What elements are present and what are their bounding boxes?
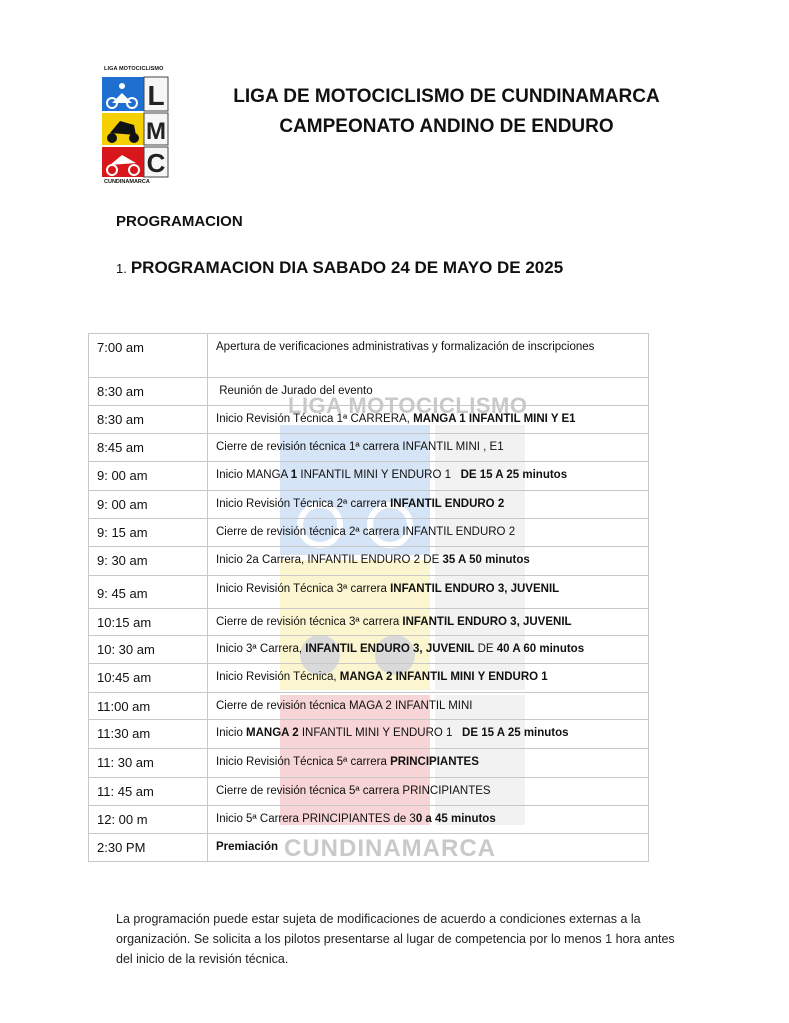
activity-text: Inicio Revisión Técnica 5ª carrera: [216, 756, 391, 768]
activity-text: Inicio Revisión Técnica 3ª carrera: [216, 583, 391, 595]
activity-text-bold: MANGA 1 INFANTIL MINI Y E1: [413, 413, 576, 425]
activity-text-bold: INFANTIL ENDURO 3, JUVENIL: [402, 616, 572, 628]
logo-top-text: LIGA MOTOCICLISMO: [104, 66, 164, 72]
schedule-row: [89, 778, 649, 806]
schedule-row: [89, 664, 649, 693]
schedule-row: [89, 749, 649, 778]
schedule-time: 10:15 am: [89, 609, 208, 636]
schedule-activity: [208, 434, 649, 462]
schedule-time: 8:30 am: [89, 406, 208, 434]
activity-text: Reunión de Jurado del evento: [216, 385, 373, 397]
activity-text: Inicio Revisión Técnica 2ª carrera: [216, 498, 391, 510]
schedule-activity: [208, 609, 649, 636]
section-label: PROGRAMACION: [116, 213, 243, 230]
activity-text-bold: DE 15 A 25 minutos: [462, 727, 569, 739]
schedule-activity: [208, 636, 649, 664]
schedule-activity: [208, 406, 649, 434]
activity-text-bold: PRINCIPIANTES: [390, 756, 479, 768]
day-heading: [116, 258, 563, 278]
schedule-time: 9: 15 am: [89, 519, 208, 547]
activity-text: Inicio: [216, 727, 247, 739]
activity-text: INFANTIL MINI Y ENDURO 1: [298, 727, 463, 739]
activity-text: Inicio Revisión Técnica 1ª CARRERA,: [216, 413, 414, 425]
activity-text-bold: Premiación: [216, 841, 278, 853]
schedule-row: [89, 576, 649, 609]
schedule-time: 11:30 am: [89, 720, 208, 749]
schedule-activity: [208, 491, 649, 519]
activity-text: Apertura de verificaciones administrativas y formalización de inscripciones: [216, 341, 595, 353]
watermark-top-text: LIGA MOTOCICLISMO: [288, 393, 528, 418]
schedule-row: [89, 609, 649, 636]
schedule-activity: [208, 664, 649, 693]
schedule-row: [89, 334, 649, 378]
schedule-time: 9: 45 am: [89, 576, 208, 609]
schedule-row: [89, 720, 649, 749]
footer-note: La programación puede estar sujeta de modificaciones de acuerdo a condiciones externas a la organización. Se solicita a los pilotos presentarse al lugar de competencia por lo menos 1 hora antes del inicio de la revisión técnica.: [116, 912, 675, 966]
logo-graphic: [100, 75, 172, 179]
logo-letter-m: M: [146, 118, 166, 145]
schedule-time: 2:30 PM: [89, 834, 208, 862]
schedule-activity: [208, 547, 649, 576]
schedule-time: 8:30 am: [89, 378, 208, 406]
activity-text: Cierre de revisión técnica 5ª carrera PRINCIPIANTES: [216, 785, 491, 797]
activity-text: Inicio 3ª Carrera,: [216, 643, 306, 655]
schedule-time: 8:45 am: [89, 434, 208, 462]
logo-letter-l: L: [147, 80, 165, 111]
schedule-time: 11: 30 am: [89, 749, 208, 778]
activity-text: Inicio 5ª Carrera PRINCIPIANTES de 3: [216, 813, 416, 825]
schedule-row: [89, 834, 649, 862]
day-heading-text: PROGRAMACION DIA SABADO 24 DE MAYO DE 2025: [130, 258, 564, 277]
activity-text: Cierre de revisión técnica 2ª carrera INFANTIL ENDURO 2: [216, 526, 516, 538]
schedule-time: 12: 00 m: [89, 806, 208, 834]
activity-text-bold: 40 A 60 minutos: [496, 643, 585, 655]
schedule-time: 9: 00 am: [89, 491, 208, 519]
schedule-activity: [208, 834, 649, 862]
schedule-row: [89, 519, 649, 547]
activity-text-bold: 0 a 45 minutos: [415, 813, 496, 825]
activity-text: DE: [474, 643, 497, 655]
schedule-activity: [208, 576, 649, 609]
schedule-activity: [208, 720, 649, 749]
activity-text: Cierre de revisión técnica 1ª carrera INFANTIL MINI , E1: [216, 441, 504, 453]
activity-text: Inicio Revisión Técnica,: [216, 671, 340, 683]
activity-text: Inicio 2a Carrera, INFANTIL ENDURO 2 DE: [216, 554, 443, 566]
activity-text-bold: MANGA 2: [246, 727, 299, 739]
schedule-activity: [208, 778, 649, 806]
schedule-activity: [208, 749, 649, 778]
document-title-line1: LIGA DE MOTOCICLISMO DE CUNDINAMARCA: [233, 86, 660, 107]
schedule-row: [89, 378, 649, 406]
logo-bottom-text: CUNDINAMARCA: [104, 179, 150, 185]
schedule-activity: [208, 519, 649, 547]
activity-text-bold: DE 15 A 25 minutos: [460, 469, 568, 481]
watermark-bottom-text: CUNDINAMARCA: [284, 835, 496, 862]
activity-text-bold: INFANTIL ENDURO 2: [390, 498, 505, 510]
schedule-time: 9: 30 am: [89, 547, 208, 576]
schedule-activity: [208, 334, 649, 378]
schedule-time: 10: 30 am: [89, 636, 208, 664]
schedule-activity: [208, 378, 649, 406]
activity-text-bold: INFANTIL ENDURO 3, JUVENIL: [305, 643, 475, 655]
activity-text-bold: 35 A 50 minutos: [442, 554, 530, 566]
schedule-row: [89, 406, 649, 434]
logo-letter-c: C: [146, 148, 166, 178]
schedule-activity: [208, 806, 649, 834]
schedule-activity: [208, 462, 649, 491]
schedule-time: 11:00 am: [89, 693, 208, 720]
activity-text-bold: MANGA 2 INFANTIL MINI Y ENDURO 1: [339, 671, 548, 683]
day-number: 1.: [116, 261, 127, 276]
schedule-row: [89, 806, 649, 834]
schedule-row: [89, 491, 649, 519]
schedule-time: 7:00 am: [89, 334, 208, 378]
activity-text: Inicio MANGA: [216, 469, 291, 481]
schedule-row: [89, 693, 649, 720]
schedule-activity: [208, 693, 649, 720]
schedule-row: [89, 636, 649, 664]
league-logo: [100, 66, 172, 188]
schedule-time: 10:45 am: [89, 664, 208, 693]
schedule-row: [89, 547, 649, 576]
schedule-row: [89, 434, 649, 462]
activity-text: INFANTIL MINI Y ENDURO 1: [297, 469, 461, 481]
schedule-table-body: [89, 334, 649, 862]
activity-text: Cierre de revisión técnica MAGA 2 INFANTIL MINI: [216, 700, 473, 712]
activity-text-bold: 1: [290, 469, 298, 481]
activity-text-bold: INFANTIL ENDURO 3, JUVENIL: [390, 583, 560, 595]
schedule-time: 9: 00 am: [89, 462, 208, 491]
document-title-line2: CAMPEONATO ANDINO DE ENDURO: [279, 116, 614, 137]
activity-text: Cierre de revisión técnica 3ª carrera: [216, 616, 403, 628]
schedule-time: 11: 45 am: [89, 778, 208, 806]
schedule-table: [88, 333, 649, 862]
schedule-row: [89, 462, 649, 491]
